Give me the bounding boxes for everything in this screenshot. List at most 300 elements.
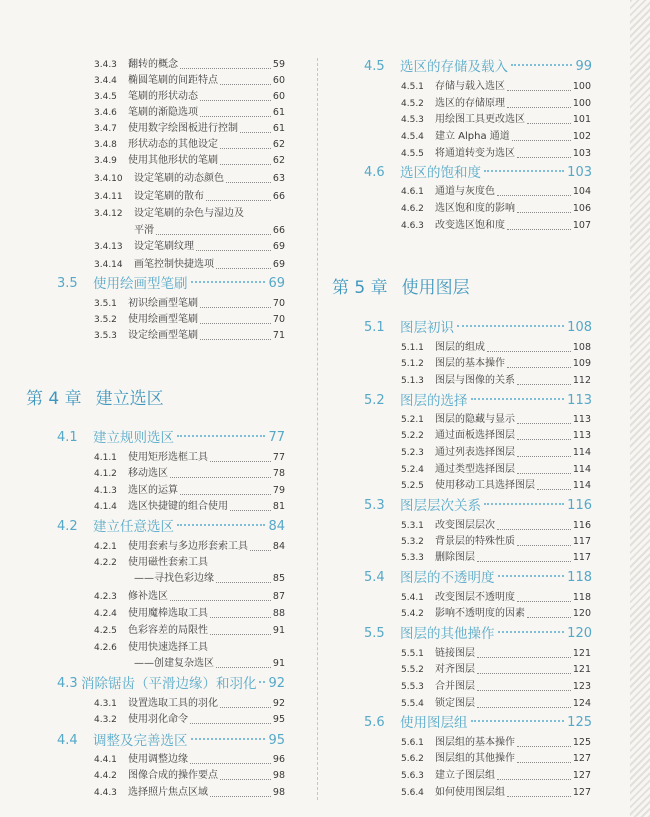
dot-leader [527,617,571,618]
dot-leader [240,132,271,133]
entry-title: 笔刷的形状动态 [128,91,198,102]
dot-leader [180,494,271,495]
toc-section[interactable] [57,517,285,537]
page-number: 70 [272,314,285,325]
page-number: 102 [572,131,591,142]
entry-number: 4.1.2 [94,469,117,479]
toc-entry[interactable] [401,607,591,621]
entry-number: 4.4.2 [94,771,117,781]
dot-leader [226,182,271,183]
entry-title: 图像合成的操作要点 [128,770,218,781]
page-number: 98 [272,770,285,781]
entry-number: 5.6.3 [401,771,424,781]
entry-number: 4.5.1 [401,82,424,92]
dot-leader [220,707,271,708]
dot-leader [477,690,571,691]
toc-entry[interactable] [401,736,591,750]
entry-number: 3.4.13 [94,242,123,252]
entry-title: 椭圆笔刷的间距特点 [128,75,218,86]
entry-title: 使用数字绘图板进行控制 [128,123,238,134]
chapter-number: 第 4 章 [26,389,82,409]
toc-entry[interactable] [401,463,591,477]
toc-entry[interactable] [94,190,285,204]
toc-entry[interactable] [401,591,591,605]
page-number: 108 [572,342,591,353]
chapter-number: 第 5 章 [332,278,388,298]
entry-title: 使用调整边缘 [128,754,188,765]
chapter-title: 使用图层 [401,278,470,298]
toc-section[interactable] [364,318,592,338]
dot-leader [517,473,571,474]
page-edge [630,0,650,817]
entry-number: 5.4.2 [401,609,424,619]
toc-entry[interactable] [401,680,591,694]
entry-title: 通道与灰度色 [435,186,495,197]
dot-leader [191,281,266,283]
page-number: 84 [272,541,285,552]
toc-entry[interactable] [401,97,591,111]
dot-leader [216,667,271,668]
page-number: 125 [567,715,592,730]
entry-title: 翻转的概念 [128,59,178,70]
entry-title: 使用羽化命令 [128,714,188,725]
page-number: 66 [272,191,285,202]
page-number: 69 [268,276,285,291]
entry-number: 3.4.11 [94,192,123,202]
entry-title: 设定笔刷纹理 [134,241,194,252]
entry-number: 4.2.6 [94,643,117,653]
toc-section[interactable] [364,163,592,183]
section-number: 5.5 [364,626,385,641]
entry-title: 使用其他形状的笔刷 [128,155,218,166]
dot-leader [180,68,271,69]
entry-title: 设定笔刷的杂色与湿边及 [134,208,244,219]
section-number: 4.6 [364,165,385,180]
dot-leader [477,707,571,708]
toc-entry[interactable] [401,769,591,783]
dot-leader [484,170,564,172]
page-number: 120 [567,626,592,641]
entry-number: 5.5.2 [401,665,424,675]
toc-entry[interactable] [94,556,285,570]
entry-number: 4.1.3 [94,486,117,496]
dot-leader [507,796,571,797]
page-number: 113 [572,414,591,425]
page-number: 113 [567,393,592,408]
dot-leader [190,723,271,724]
entry-number: 5.2.3 [401,448,424,458]
entry-number: 5.5.4 [401,699,424,709]
toc-entry[interactable] [94,484,285,498]
entry-number: 3.4.9 [94,156,117,166]
toc-entry[interactable] [94,713,285,727]
chapter-title: 建立选区 [95,389,164,409]
dot-leader [517,212,571,213]
entry-number: 3.4.6 [94,108,117,118]
entry-number: 3.4.7 [94,124,117,134]
page-number: 114 [572,464,591,475]
toc-section[interactable] [57,731,285,751]
toc-entry[interactable] [401,429,591,443]
toc-entry[interactable] [401,519,591,533]
page-number: 92 [272,698,285,709]
entry-number: 5.3.2 [401,537,424,547]
dot-leader [216,582,271,583]
page-number: 108 [567,320,592,335]
dot-leader [477,673,571,674]
toc-entry[interactable] [401,786,591,800]
toc-entry[interactable] [94,90,285,104]
dot-leader [507,90,571,91]
toc-entry[interactable] [401,374,591,388]
page-number: 77 [272,452,285,463]
toc-chapter-heading[interactable] [332,276,470,300]
dot-leader [471,720,565,722]
page-number: 121 [572,664,591,675]
dot-leader [177,435,265,437]
toc-section[interactable] [364,568,592,588]
entry-number: 3.4.14 [94,260,123,270]
toc-section[interactable] [364,496,592,516]
entry-number: 5.1.3 [401,376,424,386]
toc-entry[interactable] [94,313,285,327]
page-number: 91 [272,658,285,669]
entry-number: 5.6.2 [401,754,424,764]
entry-title: 使用磁性套索工具 [128,557,208,568]
dot-leader [220,164,271,165]
toc-section[interactable] [57,674,285,694]
page-number: 100 [572,81,591,92]
section-number: 4.1 [57,430,78,445]
dot-leader [216,268,271,269]
entry-title: 链接图层 [435,648,475,659]
toc-entry[interactable] [401,551,591,565]
entry-number: 5.3.1 [401,521,424,531]
toc-entry[interactable] [94,172,285,186]
entry-title: 选区的存储原理 [435,98,505,109]
entry-number: 3.5.3 [94,331,117,341]
toc-chapter-heading[interactable] [26,387,164,411]
page-number: 88 [272,608,285,619]
toc-entry[interactable] [94,240,285,254]
entry-number: 4.1.1 [94,453,117,463]
toc-entry[interactable] [94,500,285,514]
toc-entry[interactable] [401,219,591,233]
toc-entry[interactable] [401,357,591,371]
page-number: 70 [272,298,285,309]
page-number: 123 [572,681,591,692]
entry-number: 3.4.4 [94,76,117,86]
section-number: 5.6 [364,715,385,730]
entry-title: 使用绘画型笔刷 [128,314,198,325]
dot-leader [190,763,271,764]
page-number: 117 [572,552,591,563]
page-number: 114 [572,447,591,458]
entry-number: 4.2.2 [94,558,117,568]
entry-title: ——寻找色彩边缘 [134,573,214,584]
entry-title: 选区快捷键的组合使用 [128,501,228,512]
section-title: 使用绘画型笔刷 [93,276,188,292]
entry-number: 4.2.4 [94,609,117,619]
page-number: 101 [572,114,591,125]
entry-title: 改变图层不透明度 [435,592,515,603]
dot-leader [477,657,571,658]
entry-number: 4.3.1 [94,699,117,709]
toc-entry[interactable] [401,185,591,199]
entry-title: 图层与图像的关系 [435,375,515,386]
toc-entry[interactable] [94,697,285,711]
dot-leader [517,384,571,385]
page-number: 120 [572,608,591,619]
entry-number: 5.2.5 [401,481,424,491]
dot-leader [497,779,571,780]
dot-leader [471,398,565,400]
toc-section[interactable] [364,624,592,644]
dot-leader [191,738,266,740]
entry-title: 修补选区 [128,591,168,602]
toc-entry[interactable] [401,202,591,216]
entry-title: 设置选取工具的羽化 [128,698,218,709]
page-number: 103 [567,165,592,180]
entry-number: 4.2.1 [94,542,117,552]
section-number: 4.5 [364,59,385,74]
section-number: 5.4 [364,570,385,585]
section-title: 选区的饱和度 [400,165,481,181]
dot-leader [512,140,571,141]
entry-number: 4.5.2 [401,99,424,109]
dot-leader [210,461,271,462]
entry-number: 3.4.8 [94,140,117,150]
entry-title: 用绘图工具更改选区 [435,114,525,125]
entry-title: 图层的组成 [435,342,485,353]
entry-title: 平滑 [134,225,154,236]
page-number: 63 [272,173,285,184]
entry-title: 使用套索与多边形套索工具 [128,541,248,552]
entry-title: 设定笔刷的动态颜色 [134,173,224,184]
page-number: 112 [572,375,591,386]
entry-number: 3.4.3 [94,60,117,70]
toc-entry[interactable] [401,479,591,493]
toc-entry[interactable] [401,113,591,127]
entry-number: 5.1.2 [401,359,424,369]
column-divider [317,58,318,800]
section-title: 图层的选择 [400,393,468,409]
page-number: 78 [272,468,285,479]
page-number: 60 [272,91,285,102]
toc-entry[interactable] [401,130,591,144]
dot-leader [200,339,271,340]
dot-leader [210,796,271,797]
toc-entry[interactable] [401,663,591,677]
entry-number: 4.1.4 [94,502,117,512]
entry-title: 通过面板选择图层 [435,430,515,441]
entry-number: 5.2.2 [401,431,424,441]
dot-leader [517,439,571,440]
toc-entry-continuation[interactable] [134,657,285,671]
toc-entry[interactable] [401,752,591,766]
entry-number: 4.5.4 [401,132,424,142]
entry-title: 移动选区 [128,468,168,479]
toc-entry[interactable] [401,697,591,711]
page-number: 87 [272,591,285,602]
dot-leader [200,116,271,117]
entry-title: 使用矩形选框工具 [128,452,208,463]
page-number: 127 [572,770,591,781]
page-number: 66 [272,225,285,236]
toc-entry[interactable] [94,607,285,621]
dot-leader [507,229,571,230]
dot-leader [484,503,564,505]
section-title: 图层的不透明度 [400,570,495,586]
entry-number: 5.5.3 [401,682,424,692]
dot-leader [210,617,271,618]
toc-entry-continuation[interactable] [134,572,285,586]
toc-entry[interactable] [401,147,591,161]
page-number: 125 [572,737,591,748]
entry-number: 4.4.3 [94,788,117,798]
page-number: 77 [268,430,285,445]
entry-title: 锁定图层 [435,698,475,709]
entry-number: 5.6.1 [401,738,424,748]
section-title: 建立规则选区 [93,430,174,446]
toc-entry[interactable] [401,413,591,427]
dot-leader [230,510,271,511]
dot-leader [517,762,571,763]
toc-entry[interactable] [401,80,591,94]
toc-entry[interactable] [401,446,591,460]
dot-leader [477,561,571,562]
dot-leader [507,367,571,368]
entry-title: 使用魔棒选取工具 [128,608,208,619]
section-title: 图层的其他操作 [400,626,495,642]
entry-number: 4.6.3 [401,221,424,231]
entry-title: 初识绘画型笔刷 [128,298,198,309]
toc-entry[interactable] [94,590,285,604]
page-number: 92 [268,676,285,691]
entry-number: 4.5.3 [401,115,424,125]
entry-title: 使用快速选择工具 [128,642,208,653]
entry-title: 选区的运算 [128,485,178,496]
toc-entry[interactable] [94,540,285,554]
section-number: 5.1 [364,320,385,335]
page-number: 118 [572,592,591,603]
toc-entry[interactable] [94,624,285,638]
entry-number: 3.5.2 [94,315,117,325]
section-number: 4.4 [57,733,78,748]
toc-entry[interactable] [94,467,285,481]
page-number: 116 [567,498,592,513]
page-number: 118 [567,570,592,585]
section-number: 5.3 [364,498,385,513]
entry-title: 存储与载入选区 [435,81,505,92]
entry-title: 通过列表选择图层 [435,447,515,458]
dot-leader [517,545,571,546]
toc-entry[interactable] [94,753,285,767]
toc-entry[interactable] [94,258,285,272]
page-number: 103 [572,148,591,159]
toc-entry[interactable] [94,329,285,343]
entry-title: 图层的隐藏与显示 [435,414,515,425]
entry-title: 如何使用图层组 [435,787,505,798]
toc-section[interactable] [364,713,592,733]
entry-title: 建立子图层组 [435,770,495,781]
toc-entry[interactable] [94,122,285,136]
dot-leader [511,64,572,66]
entry-number: 5.4.1 [401,593,424,603]
entry-title: 设定绘画型笔刷 [128,330,198,341]
entry-title: 背景层的特殊性质 [435,536,515,547]
entry-title: 对齐图层 [435,664,475,675]
page-number: 61 [272,107,285,118]
entry-number: 4.6.2 [401,204,424,214]
dot-leader [517,423,571,424]
page-number: 95 [268,733,285,748]
toc-entry[interactable] [94,58,285,72]
page-number: 85 [272,573,285,584]
toc-entry[interactable] [401,535,591,549]
toc-entry[interactable] [94,451,285,465]
page-number: 96 [272,754,285,765]
entry-title: 建立 Alpha 通道 [435,131,510,142]
dot-leader [220,84,271,85]
toc-entry[interactable] [401,341,591,355]
toc-entry[interactable] [401,647,591,661]
page-number: 79 [272,485,285,496]
entry-number: 4.3.2 [94,715,117,725]
section-title: 选区的存储及载入 [400,59,508,75]
toc-entry-continuation[interactable] [134,224,285,238]
toc-section[interactable] [364,57,592,77]
toc-entry[interactable] [94,106,285,120]
entry-number: 3.5.1 [94,299,117,309]
dot-leader [537,489,571,490]
dot-leader [497,195,571,196]
entry-number: 5.2.1 [401,415,424,425]
page-number: 71 [272,330,285,341]
toc-section[interactable] [57,428,285,448]
page-number: 91 [272,625,285,636]
dot-leader [517,746,571,747]
page-number: 124 [572,698,591,709]
toc-entry[interactable] [94,138,285,152]
entry-number: 4.5.5 [401,149,424,159]
toc-section[interactable] [364,391,592,411]
dot-leader [507,107,571,108]
dot-leader [487,351,571,352]
toc-entry[interactable] [94,74,285,88]
page-number: 81 [272,501,285,512]
toc-entry[interactable] [94,769,285,783]
entry-number: 4.2.3 [94,592,117,602]
toc-section[interactable] [57,274,285,294]
toc-entry[interactable] [94,641,285,655]
entry-title: 改变图层层次 [435,520,495,531]
page-number: 99 [575,59,592,74]
dot-leader [220,148,271,149]
entry-title: 色彩容差的局限性 [128,625,208,636]
toc-entry[interactable] [94,154,285,168]
entry-number: 5.1.1 [401,343,424,353]
section-title: 建立任意选区 [93,519,174,535]
toc-entry[interactable] [94,786,285,800]
page-number: 69 [272,241,285,252]
entry-title: 形状动态的其他设定 [128,139,218,150]
toc-entry[interactable] [94,297,285,311]
entry-title: 影响不透明度的因素 [435,608,525,619]
entry-title: 改变选区饱和度 [435,220,505,231]
toc-entry[interactable] [94,207,285,221]
entry-title: 画笔控制快捷选项 [134,259,214,270]
